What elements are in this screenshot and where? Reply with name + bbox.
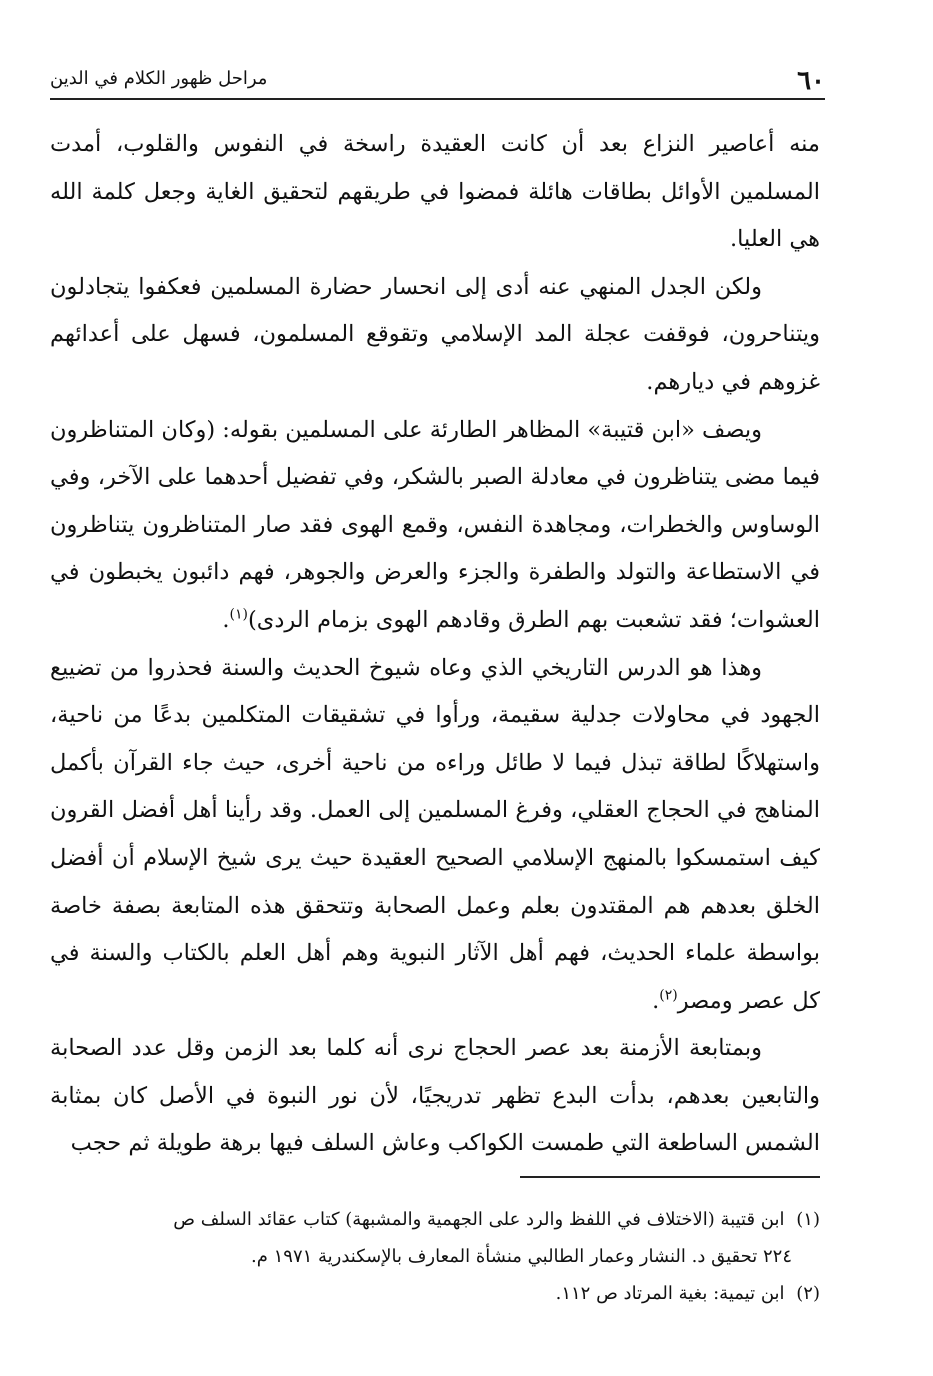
footnote-1-marker: (١) [796, 1209, 820, 1230]
paragraph-3 [50, 407, 820, 645]
footnote-1-text: ابن قتيبة (الاختلاف في اللفظ والرد على الجهمية والمشبهة) كتاب عقائد السلف ص [173, 1209, 785, 1230]
paragraph-4 [50, 645, 820, 1026]
footnote-2 [50, 1275, 820, 1312]
paragraph-5-text: وبمتابعة الأزمنة بعد عصر الحجاج نرى أنه كلما بعد الزمن وقل عدد الصحابة والتابعين بعدهم، بدأت البدع تظهر تدريجيًا، لأن نور النبوة في الأصل كان بمثابة الشمس الساطعة التي طمست الكواكب وعاش السلف فيها برهة طويلة ثم حجب [50, 1035, 820, 1157]
footnote-2-marker: (٢) [796, 1283, 820, 1304]
paragraph-2 [50, 264, 820, 407]
paragraph-5 [50, 1025, 820, 1168]
page-number: ٦٠ [797, 66, 825, 96]
paragraph-4-end: . [652, 987, 660, 1014]
main-text [50, 121, 820, 1168]
footnote-reference-2[interactable]: (٢) [659, 987, 678, 1004]
footnote-1-continuation [50, 1238, 820, 1275]
page-header [50, 62, 825, 100]
paragraph-2-text: ولكن الجدل المنهي عنه أدى إلى انحسار حضارة المسلمين فعكفوا يتجادلون ويتناحرون، فوقفت عجلة المد الإسلامي وتقوقع المسلمون، فسهل على أعدائهم غزوهم في ديارهم. [50, 273, 820, 395]
paragraph-4-text: وهذا هو الدرس التاريخي الذي وعاه شيوخ الحديث والسنة فحذروا من تضييع الجهود في محاولات جدلية سقيمة، ورأوا في تشقيقات المتكلمين بدعًا من ناحية، واستهلاكًا لطاقة تبذل فيما لا طائل وراءه من ناحية أخرى، حيث جاء القرآن بأكمل المناهج في الحجاج العقلي، وفرغ المسلمين إلى العمل. وقد رأينا أهل أفضل القرون كيف استمسكوا بالمنهج الإسلامي الصحيح العقيدة حيث يرى شيخ الإسلام أن أفضل الخلق بعدهم هم المقتدون بعلم وعمل الصحابة وتتحقق هذه المتابعة بصفة خاصة بواسطة علماء الحديث، فهم أهل الآثار النبوية وهم أهل العلم بالكتاب والسنة في كل عصر ومصر [50, 654, 820, 1014]
paragraph-1-text: منه أعاصير النزاع بعد أن كانت العقيدة راسخة في النفوس والقلوب، أمدت المسلمين الأوائل بطاقات هائلة فمضوا في طريقهم لتحقيق الغاية وجعل كلمة الله هي العليا. [50, 131, 820, 253]
footnote-reference-1[interactable]: (١) [229, 606, 248, 623]
footnote-separator [520, 1176, 820, 1178]
footnotes [50, 1201, 820, 1312]
header-rule [50, 98, 825, 100]
running-title: مراحل ظهور الكلام في الدين [50, 68, 268, 89]
paragraph-1 [50, 121, 820, 264]
paragraph-3-end: . [222, 606, 230, 633]
paragraph-3-text: ويصف «ابن قتيبة» المظاهر الطارئة على المسلمين بقوله: (وكان المتناظرون فيما مضى يتناظرون في معادلة الصبر بالشكر، وفي تفضيل أحدهما على الآخر، وفي الوساوس والخطرات، ومجاهدة النفس، وقمع الهوى فقد صار المتناظرون يتناظرون في الاستطاعة والتولد والطفرة والجزء والعرض والجوهر، فهم دائبون يخبطون في العشوات؛ فقد تشعبت بهم الطرق وقادهم الهوى بزمام الردى) [50, 416, 820, 633]
footnote-1-continuation-text: ٢٢٤ تحقيق د. النشار وعمار الطالبي منشأة المعارف بالإسكندرية ١٩٧١ م. [251, 1246, 792, 1267]
footnote-1 [50, 1201, 820, 1238]
footnote-2-text: ابن تيمية: بغية المرتاد ص ١١٢. [555, 1283, 785, 1304]
